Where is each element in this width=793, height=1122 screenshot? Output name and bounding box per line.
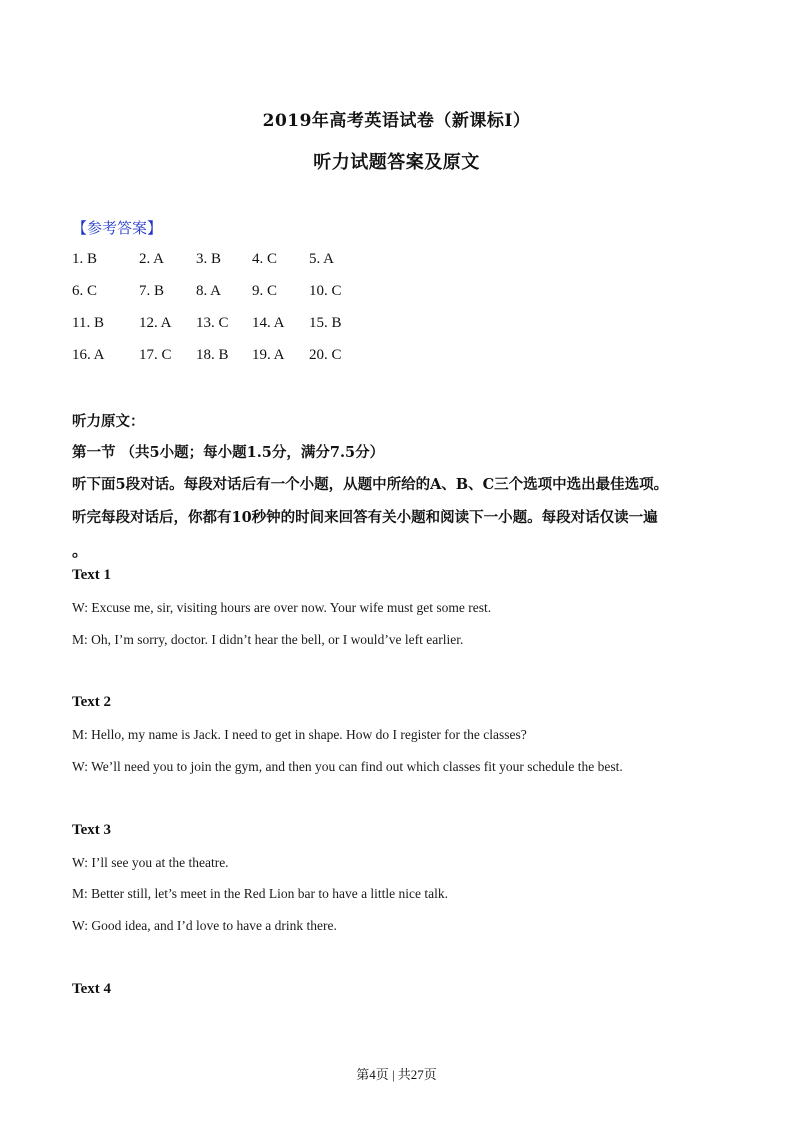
section-title: 第一节 （共5小题；每小题1.5分，满分7.5分） [72,444,385,461]
answer-item: 10. C [309,283,342,299]
text-heading: Text 3 [72,822,112,838]
instruction-line: 听完每段对话后，你都有10秒钟的时间来回答有关小题和阅读下一小题。每段对话仅读一遍 [72,509,658,526]
answer-item: 8. A [196,283,222,299]
answer-grid [72,248,369,376]
text-heading: Text 4 [72,981,112,997]
dialogue-line: W: I’ll see you at the theatre. [72,855,229,870]
answer-item: 20. C [309,347,342,363]
answer-item: 3. B [196,251,222,267]
answer-item: 15. B [309,315,342,331]
answer-item: 9. C [252,283,278,299]
answer-item: 16. A [72,347,105,363]
answer-item: 11. B [72,315,104,331]
dialogue-line: W: We’ll need you to join the gym, and then you can find out which classes fit your schedule the best. [72,759,623,774]
answer-row [72,344,369,376]
instruction-line: 。 [72,541,89,560]
dialogue-line: M: Better still, let’s meet in the Red Lion bar to have a little nice talk. [72,886,449,901]
answer-row [72,280,369,312]
answer-row [72,248,369,280]
answer-item: 5. A [309,251,335,267]
text-heading: Text 1 [72,567,112,583]
answer-item: 13. C [196,315,229,331]
answer-item: 17. C [139,347,172,363]
page-footer: 第4页 | 共27页 [356,1067,437,1082]
answer-item: 4. C [252,251,278,267]
answer-item: 1. B [72,251,98,267]
instruction-line: 听下面5段对话。每段对话后有一个小题，从题中所给的A、B、C三个选项中选出最佳选项。 [72,476,669,493]
dialogue-line: W: Excuse me, sir, visiting hours are over now. Your wife must get some rest. [72,600,492,615]
answer-item: 18. B [196,347,229,363]
exam-subtitle: 听力试题答案及原文 [313,152,480,173]
dialogue-line: M: Hello, my name is Jack. I need to get in shape. How do I register for the classes? [72,727,527,742]
answer-item: 2. A [139,251,165,267]
transcript-heading: 听力原文： [72,413,145,430]
answer-item: 12. A [139,315,172,331]
answer-row [72,312,369,344]
answer-item: 7. B [139,283,165,299]
text-heading: Text 2 [72,694,112,710]
answer-item: 6. C [72,283,98,299]
exam-title: 2019年高考英语试卷（新课标I） [262,111,531,131]
answer-item: 14. A [252,315,285,331]
answers-heading: 【参考答案】 [72,219,163,237]
dialogue-line: M: Oh, I’m sorry, doctor. I didn’t hear the bell, or I would’ve left earlier. [72,632,464,647]
dialogue-line: W: Good idea, and I’d love to have a drink there. [72,918,337,933]
answer-item: 19. A [252,347,285,363]
